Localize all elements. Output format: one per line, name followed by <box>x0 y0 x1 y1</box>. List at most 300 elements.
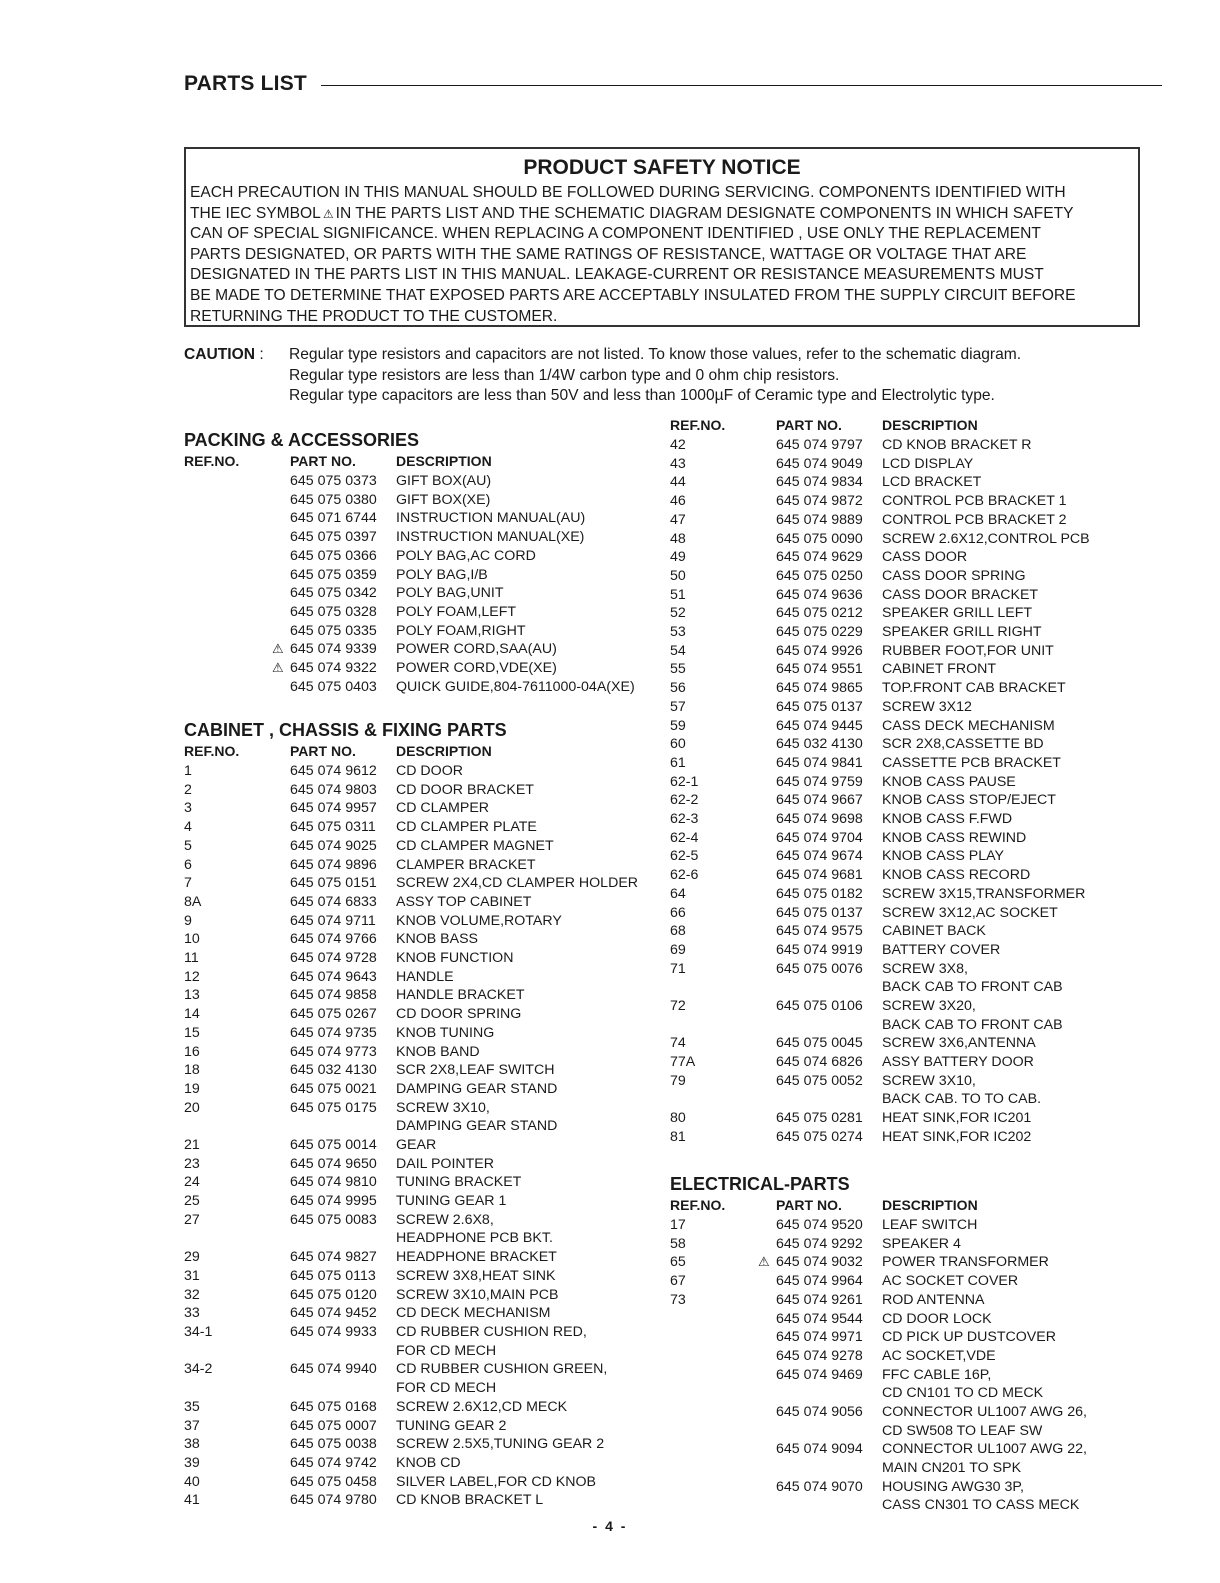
table-header <box>670 1197 978 1213</box>
table-row <box>670 660 996 679</box>
description-line: CD SW508 TO LEAF SW <box>882 1422 1043 1439</box>
table-row <box>670 473 981 492</box>
part-no <box>776 941 882 960</box>
ref-no <box>184 659 284 678</box>
description-line: CD PICK UP DUSTCOVER <box>882 1329 1056 1346</box>
part-no <box>776 735 882 754</box>
part-no-text: 645 074 9728 <box>290 950 377 966</box>
description-line: POWER CORD,VDE(XE) <box>396 660 557 676</box>
part-no <box>290 1248 396 1267</box>
ref-no: 46 <box>670 493 686 510</box>
description <box>882 1403 1087 1440</box>
description-line: KNOB VOLUME,ROTARY <box>396 912 562 929</box>
ref-no <box>184 566 284 585</box>
ref-no: 2 <box>184 781 192 798</box>
safety-notice-line-text: THE IEC SYMBOL <box>190 204 321 222</box>
part-no-text: 645 075 0366 <box>290 547 377 564</box>
part-no-text: 645 075 0397 <box>290 529 377 546</box>
table-row <box>184 1136 436 1155</box>
description-line: CD DECK MECHANISM <box>396 1305 551 1322</box>
description-line: KNOB CD <box>396 1454 461 1471</box>
part-no-text: 645 074 9544 <box>776 1310 863 1327</box>
header-ref: REF.NO. <box>184 743 240 759</box>
part-no-text: 645 074 9780 <box>290 1492 377 1509</box>
part-no-text: 645 075 0359 <box>290 566 377 583</box>
description-line: SCREW 2X4,CD CLAMPER HOLDER <box>396 875 639 892</box>
description <box>882 511 1066 530</box>
part-no-text: 645 075 0335 <box>290 622 377 639</box>
description-line: HEADPHONE BRACKET <box>396 1249 557 1266</box>
table-row <box>670 922 986 941</box>
description-line: HEADPHONE PCB BKT. <box>396 1230 553 1247</box>
description-line: LCD BRACKET <box>882 474 982 491</box>
part-no <box>290 1323 396 1360</box>
description-line: CASS DOOR SPRING <box>882 567 1026 584</box>
table-row <box>184 762 463 781</box>
page-title-row <box>184 72 1162 96</box>
safety-notice-line: RETURNING THE PRODUCT TO THE CUSTOMER. <box>190 307 558 325</box>
part-no <box>776 791 882 810</box>
description-line: GIFT BOX(AU) <box>396 473 492 489</box>
part-no-text: 645 075 0267 <box>290 1006 377 1023</box>
description <box>882 623 1042 642</box>
part-no <box>776 1109 882 1128</box>
description <box>882 885 1085 904</box>
description <box>396 1080 557 1099</box>
table-row <box>670 754 1061 773</box>
table-row <box>184 818 537 837</box>
table-row <box>184 547 536 566</box>
table-row <box>184 1211 553 1248</box>
description <box>882 1478 1079 1515</box>
ref-no: 65 <box>670 1254 686 1271</box>
description <box>396 1435 604 1454</box>
part-no-text: 645 075 0106 <box>776 998 863 1014</box>
description-line: KNOB CASS STOP/EJECT <box>882 792 1056 809</box>
header-desc: DESCRIPTION <box>396 453 492 469</box>
table-row <box>670 1478 1079 1515</box>
part-no-text: 645 074 9322 <box>290 660 377 676</box>
ref-no: 9 <box>184 912 192 929</box>
table-row <box>670 1440 1087 1477</box>
description <box>396 799 489 818</box>
ref-no: 58 <box>670 1235 686 1252</box>
part-no <box>776 455 882 474</box>
ref-no: 29 <box>184 1249 200 1266</box>
ref-no <box>184 640 284 659</box>
description-line: KNOB FUNCTION <box>396 950 514 966</box>
description-line: GEAR <box>396 1137 437 1153</box>
table-row <box>184 1155 494 1174</box>
part-no <box>776 679 882 698</box>
table-row <box>670 1366 1043 1403</box>
part-no <box>776 511 882 530</box>
ref-no: 5 <box>184 837 192 854</box>
description-line: SCREW 3X6,ANTENNA <box>882 1035 1036 1052</box>
description <box>396 949 513 968</box>
description-line: TUNING GEAR 1 <box>396 1193 507 1210</box>
ref-no: 50 <box>670 567 686 584</box>
part-no <box>290 509 396 528</box>
table-row <box>184 678 635 697</box>
description-line: SCREW 3X10,MAIN PCB <box>396 1286 559 1303</box>
table-row <box>184 528 584 547</box>
description-line: BATTERY COVER <box>882 941 1001 958</box>
description <box>396 781 534 800</box>
part-no-text: 645 075 0137 <box>776 904 863 921</box>
description <box>882 1034 1036 1053</box>
description-line: CASS CN301 TO CASS MECK <box>882 1497 1080 1514</box>
part-no <box>290 1417 396 1436</box>
part-no-text: 645 074 9520 <box>776 1217 863 1233</box>
ref-no: 68 <box>670 923 686 940</box>
part-no-text: 645 075 0151 <box>290 875 377 892</box>
table-row <box>184 509 585 528</box>
description <box>396 1267 556 1286</box>
description-line: SPEAKER GRILL LEFT <box>882 605 1033 622</box>
part-no <box>776 473 882 492</box>
description-line: CD DOOR <box>396 763 463 779</box>
part-no-text: 645 074 9278 <box>776 1347 863 1364</box>
ref-no: 42 <box>670 437 686 453</box>
part-no-text: 645 074 9551 <box>776 661 863 678</box>
description-line: CD DOOR SPRING <box>396 1006 522 1023</box>
header-part: PART NO. <box>776 1197 842 1213</box>
part-no-text: 645 074 9896 <box>290 856 377 873</box>
description <box>882 436 1032 455</box>
part-no-text: 645 074 9971 <box>776 1329 863 1346</box>
part-no-text: 645 075 0045 <box>776 1035 863 1052</box>
description-line: BACK CAB TO FRONT CAB <box>882 979 1063 996</box>
part-no <box>776 717 882 736</box>
part-no <box>290 472 396 491</box>
part-no-text: 645 074 9926 <box>776 642 863 659</box>
description <box>882 1053 1034 1072</box>
table-row <box>670 1072 1041 1109</box>
table-row <box>184 622 526 641</box>
part-no-text: 645 074 9445 <box>776 717 863 734</box>
warning-triangle-icon: ⚠ <box>272 641 284 657</box>
description-line: SCREW 3X15,TRANSFORMER <box>882 885 1086 902</box>
part-no <box>272 640 396 659</box>
part-no-text: 645 074 9094 <box>776 1441 863 1458</box>
part-no <box>290 1061 396 1080</box>
part-no <box>290 1173 396 1192</box>
part-no <box>776 810 882 829</box>
description-line: CASSETTE PCB BRACKET <box>882 754 1061 771</box>
caution-text: Regular type resistors and capacitors are not listed. To know those values, refer to the schematic diagram. <box>289 346 1022 363</box>
part-no-text: 645 074 6833 <box>290 893 377 910</box>
part-no-text: 645 075 0212 <box>776 605 863 622</box>
part-no <box>776 604 882 623</box>
description-line: FFC CABLE 16P, <box>882 1366 992 1383</box>
table-row <box>184 1435 604 1454</box>
part-no-text: 645 075 0038 <box>290 1436 377 1453</box>
part-no-text: 645 075 0342 <box>290 585 377 602</box>
description <box>396 1099 557 1136</box>
part-no-text: 645 074 9292 <box>776 1235 863 1252</box>
description-line: CD KNOB BRACKET L <box>396 1492 544 1509</box>
ref-no: 62-3 <box>670 811 699 827</box>
part-no <box>776 1235 882 1254</box>
ref-no: 7 <box>184 875 192 892</box>
part-no-text: 645 071 6744 <box>290 510 377 527</box>
ref-no: 13 <box>184 987 200 1004</box>
part-no-text: 645 074 9766 <box>290 931 377 948</box>
table-row <box>184 659 557 678</box>
description-line: INSTRUCTION MANUAL(AU) <box>396 510 586 527</box>
description-line: KNOB CASS PAUSE <box>882 773 1016 790</box>
table-row <box>670 717 1055 736</box>
part-no <box>776 567 882 586</box>
part-no-text: 645 075 0311 <box>290 819 376 836</box>
description-line: CONNECTOR UL1007 AWG 22, <box>882 1441 1087 1458</box>
part-no-text: 645 074 9056 <box>776 1404 863 1420</box>
description-line: KNOB BASS <box>396 931 479 948</box>
part-no-text: 645 074 9650 <box>290 1155 377 1172</box>
part-no-text: 645 074 9919 <box>776 941 863 958</box>
part-no <box>290 1005 396 1024</box>
part-no <box>290 678 396 697</box>
ref-no: 20 <box>184 1099 200 1116</box>
ref-no: 79 <box>670 1072 686 1089</box>
part-no <box>290 1491 396 1510</box>
table-row <box>184 856 536 875</box>
ref-no: 34-2 <box>184 1361 213 1378</box>
table-row <box>184 472 491 491</box>
table-row <box>670 829 1026 848</box>
part-no <box>290 968 396 987</box>
description-line: CLAMPER BRACKET <box>396 856 536 873</box>
table-row <box>670 567 1025 586</box>
ref-no: 57 <box>670 698 686 715</box>
ref-no: 62-1 <box>670 773 699 790</box>
part-no <box>776 1053 882 1072</box>
part-no <box>776 1440 882 1477</box>
part-no <box>776 1310 882 1329</box>
table-row <box>670 773 1016 792</box>
description <box>396 762 463 781</box>
part-no-text: 645 074 9452 <box>290 1305 377 1322</box>
section-title: ELECTRICAL-PARTS <box>670 1174 850 1194</box>
table-row <box>184 1248 557 1267</box>
part-no-text: 645 074 9070 <box>776 1478 863 1495</box>
description <box>882 941 1000 960</box>
table-row <box>670 1310 992 1329</box>
table-row <box>670 885 1085 904</box>
ref-no: 61 <box>670 754 686 771</box>
description <box>396 856 536 875</box>
part-no-text: 645 074 9735 <box>290 1024 377 1041</box>
ref-no <box>184 603 284 622</box>
description <box>882 754 1061 773</box>
table-row <box>670 492 1066 511</box>
ref-no: 34-1 <box>184 1324 213 1340</box>
part-no-text: 645 075 0113 <box>290 1267 376 1284</box>
description-line: DAIL POINTER <box>396 1155 495 1172</box>
ref-no <box>184 491 284 510</box>
table-row <box>184 1473 596 1492</box>
description-line: HANDLE <box>396 968 454 985</box>
description <box>882 1328 1056 1347</box>
table-row <box>184 491 490 510</box>
table-row <box>184 1454 461 1473</box>
description-line: LCD DISPLAY <box>882 455 974 472</box>
description <box>882 735 1044 754</box>
part-no <box>776 1272 882 1291</box>
part-no <box>776 922 882 941</box>
description-line: AC SOCKET COVER <box>882 1273 1019 1290</box>
table-row <box>670 960 1063 997</box>
ref-no: 17 <box>670 1217 686 1233</box>
table-header <box>184 743 492 759</box>
description <box>396 640 557 659</box>
description <box>882 1128 1031 1147</box>
description <box>396 1323 587 1360</box>
description-line: CD RUBBER CUSHION GREEN, <box>396 1361 608 1378</box>
ref-no <box>184 547 284 566</box>
caution-text: Regular type resistors are less than 1/4W carbon type and 0 ohm chip resistors. <box>289 366 840 384</box>
header-part: PART NO. <box>290 453 356 469</box>
description <box>396 547 536 566</box>
ref-no: 39 <box>184 1454 200 1471</box>
table-row <box>670 791 1056 810</box>
ref-no: 1 <box>184 763 192 779</box>
description-line: CASS DOOR BRACKET <box>882 586 1039 603</box>
part-no <box>290 874 396 893</box>
part-no <box>776 960 882 997</box>
part-no <box>290 818 396 837</box>
table-row <box>670 642 1054 661</box>
part-no <box>776 586 882 605</box>
description <box>882 717 1055 736</box>
description <box>882 960 1063 997</box>
safety-notice-line: BE MADE TO DETERMINE THAT EXPOSED PARTS ARE ACCEPTABLY INSULATED FROM THE SUPPLY CIRCUIT BEFORE <box>190 286 1076 304</box>
table-row <box>184 930 478 949</box>
part-no-text: 645 074 9636 <box>776 586 863 603</box>
description <box>882 922 986 941</box>
part-no <box>290 1024 396 1043</box>
ref-no: 37 <box>184 1417 200 1434</box>
description <box>396 1473 596 1492</box>
caution-text: Regular type capacitors are less than 50V and less than 1000µF of Ceramic type and Electrolytic type. <box>289 387 995 405</box>
description <box>396 818 537 837</box>
description-line: SCREW 2.6X8, <box>396 1211 494 1228</box>
part-no <box>290 856 396 875</box>
ref-no: 81 <box>670 1128 686 1145</box>
warning-triangle-icon: ⚠ <box>272 660 284 675</box>
description-line: SPEAKER 4 <box>882 1235 961 1252</box>
ref-no: 47 <box>670 511 686 528</box>
safety-notice-title: PRODUCT SAFETY NOTICE <box>523 156 801 179</box>
part-no-text: 645 074 9629 <box>776 549 863 566</box>
part-no <box>776 866 882 885</box>
description-line: ASSY BATTERY DOOR <box>882 1054 1034 1071</box>
table-row <box>184 1061 554 1080</box>
part-no <box>776 1478 882 1515</box>
description-line: BACK CAB. TO TO CAB. <box>882 1091 1042 1108</box>
description <box>882 847 1004 866</box>
description-line: MAIN CN201 TO SPK <box>882 1460 1022 1477</box>
table-row <box>670 1328 1056 1347</box>
part-no <box>776 1216 882 1235</box>
table-row <box>670 436 1032 455</box>
table-row <box>670 1053 1034 1072</box>
ref-no: 15 <box>184 1024 200 1041</box>
part-no-text: 645 074 9025 <box>290 837 377 854</box>
safety-notice-line <box>190 204 1134 225</box>
part-no <box>290 1435 396 1454</box>
header-desc: DESCRIPTION <box>882 417 978 433</box>
part-no-text: 645 075 0182 <box>776 885 863 902</box>
part-no-text: 645 074 9933 <box>290 1324 377 1340</box>
description-line: CASS DECK MECHANISM <box>882 717 1055 734</box>
description <box>396 1398 567 1417</box>
table-row <box>184 1417 506 1436</box>
ref-no: 80 <box>670 1110 686 1127</box>
description-line: POLY FOAM,RIGHT <box>396 622 526 639</box>
table-row <box>184 1323 587 1360</box>
part-no <box>290 491 396 510</box>
description-line: TUNING GEAR 2 <box>396 1417 507 1434</box>
table-row <box>184 968 454 987</box>
description <box>882 1109 1031 1128</box>
table-row <box>670 997 1063 1034</box>
section-title: PACKING & ACCESSORIES <box>184 430 420 450</box>
description-line: INSTRUCTION MANUAL(XE) <box>396 529 585 546</box>
description <box>882 1216 977 1235</box>
header-ref: REF.NO. <box>184 453 240 469</box>
part-no <box>290 912 396 931</box>
part-no-text: 645 074 9810 <box>290 1174 377 1191</box>
description-line: KNOB CASS REWIND <box>882 829 1027 846</box>
table-row <box>670 586 1038 605</box>
table-row <box>184 949 513 968</box>
description <box>882 829 1026 848</box>
description <box>396 1417 506 1436</box>
table-row <box>184 893 531 912</box>
part-no <box>290 584 396 603</box>
ref-no: 74 <box>670 1035 686 1052</box>
table-row <box>184 1304 551 1323</box>
part-no-text: 645 075 0168 <box>290 1398 377 1415</box>
part-no <box>758 1253 882 1272</box>
part-no <box>776 698 882 717</box>
ref-no: 59 <box>670 717 686 734</box>
ref-no: 62-6 <box>670 867 699 884</box>
description-line: ASSY TOP CABINET <box>396 893 532 910</box>
description-line: CD CLAMPER MAGNET <box>396 837 554 854</box>
ref-no <box>184 622 284 641</box>
description-line: HANDLE BRACKET <box>396 987 525 1004</box>
description <box>396 1360 607 1397</box>
table-row <box>670 698 972 717</box>
description <box>882 679 1066 698</box>
part-no <box>290 1398 396 1417</box>
table-row <box>670 604 1032 623</box>
part-no-text: 645 074 9667 <box>776 792 863 809</box>
description <box>882 492 1066 511</box>
part-no <box>776 904 882 923</box>
description-line: CABINET FRONT <box>882 661 997 678</box>
description <box>396 566 488 585</box>
ref-no: 72 <box>670 998 686 1014</box>
ref-no <box>184 509 284 528</box>
table-row <box>184 1398 567 1417</box>
part-no <box>776 754 882 773</box>
ref-no: 53 <box>670 624 686 640</box>
ref-no: 21 <box>184 1137 200 1153</box>
